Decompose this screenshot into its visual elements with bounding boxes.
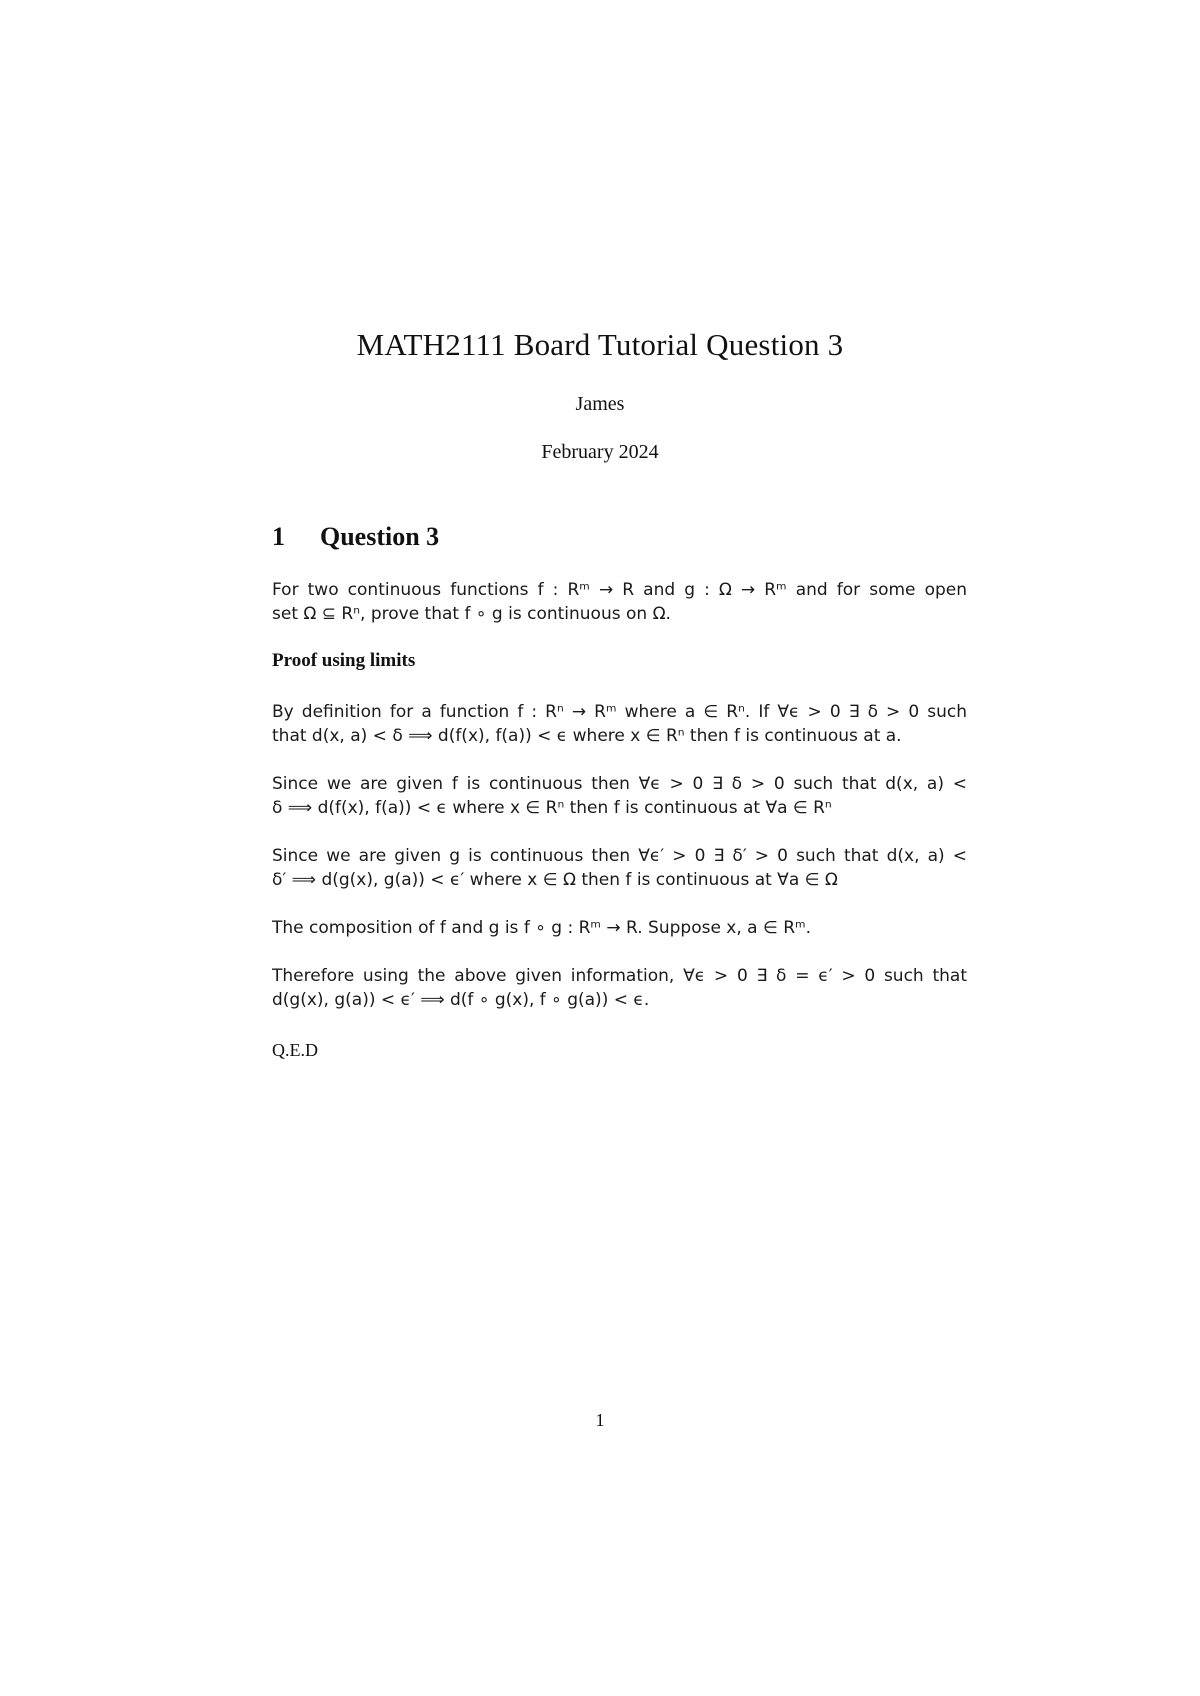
paragraph-line: Since we are given g is continuous then ∀ϵ′ > 0 ∃ δ′ > 0 such that d(x, a) < xyxy=(272,846,967,866)
proof-paragraph-g-continuous xyxy=(272,844,967,892)
paragraph-line: d(g(x), g(a)) < ϵ′ ⟹ d(f ∘ g(x), f ∘ g(a)) < ϵ. xyxy=(272,990,650,1010)
paragraph-line: By definition for a function f : Rⁿ → Rᵐ where a ∈ Rⁿ. If ∀ϵ > 0 ∃ δ > 0 such xyxy=(272,702,967,722)
proof-paragraph-f-continuous xyxy=(272,772,967,820)
paragraph-line: Therefore using the above given information, ∀ϵ > 0 ∃ δ = ϵ′ > 0 such that xyxy=(272,966,967,986)
question-statement xyxy=(272,578,967,626)
document-date: February 2024 xyxy=(541,441,659,463)
question-line: For two continuous functions f : Rᵐ → R and g : Ω → Rᵐ and for some open xyxy=(272,580,967,600)
paragraph-line: δ ⟹ d(f(x), f(a)) < ϵ where x ∈ Rⁿ then f is continuous at ∀a ∈ Rⁿ xyxy=(272,798,832,818)
paragraph-line: δ′ ⟹ d(g(x), g(a)) < ϵ′ where x ∈ Ω then f is continuous at ∀a ∈ Ω xyxy=(272,870,838,890)
document-author: James xyxy=(575,393,625,415)
paragraph-line: that d(x, a) < δ ⟹ d(f(x), f(a)) < ϵ where x ∈ Rⁿ then f is continuous at a. xyxy=(272,726,902,746)
section-number: 1 xyxy=(272,522,285,551)
qed-marker: Q.E.D xyxy=(272,1040,318,1060)
section-heading xyxy=(272,522,439,552)
paragraph-line: Since we are given f is continuous then ∀ϵ > 0 ∃ δ > 0 such that d(x, a) < xyxy=(272,774,967,794)
proof-paragraph-conclusion xyxy=(272,964,967,1012)
proof-paragraph-composition xyxy=(272,916,967,940)
question-line: set Ω ⊆ Rⁿ, prove that f ∘ g is continuous on Ω. xyxy=(272,604,671,624)
page-number: 1 xyxy=(595,1410,605,1430)
proof-heading: Proof using limits xyxy=(272,650,416,671)
section-title: Question 3 xyxy=(320,522,440,551)
document-title: MATH2111 Board Tutorial Question 3 xyxy=(356,327,844,362)
proof-paragraph-definition xyxy=(272,700,967,748)
paragraph-line: The composition of f and g is f ∘ g : Rᵐ → R. Suppose x, a ∈ Rᵐ. xyxy=(272,918,812,938)
